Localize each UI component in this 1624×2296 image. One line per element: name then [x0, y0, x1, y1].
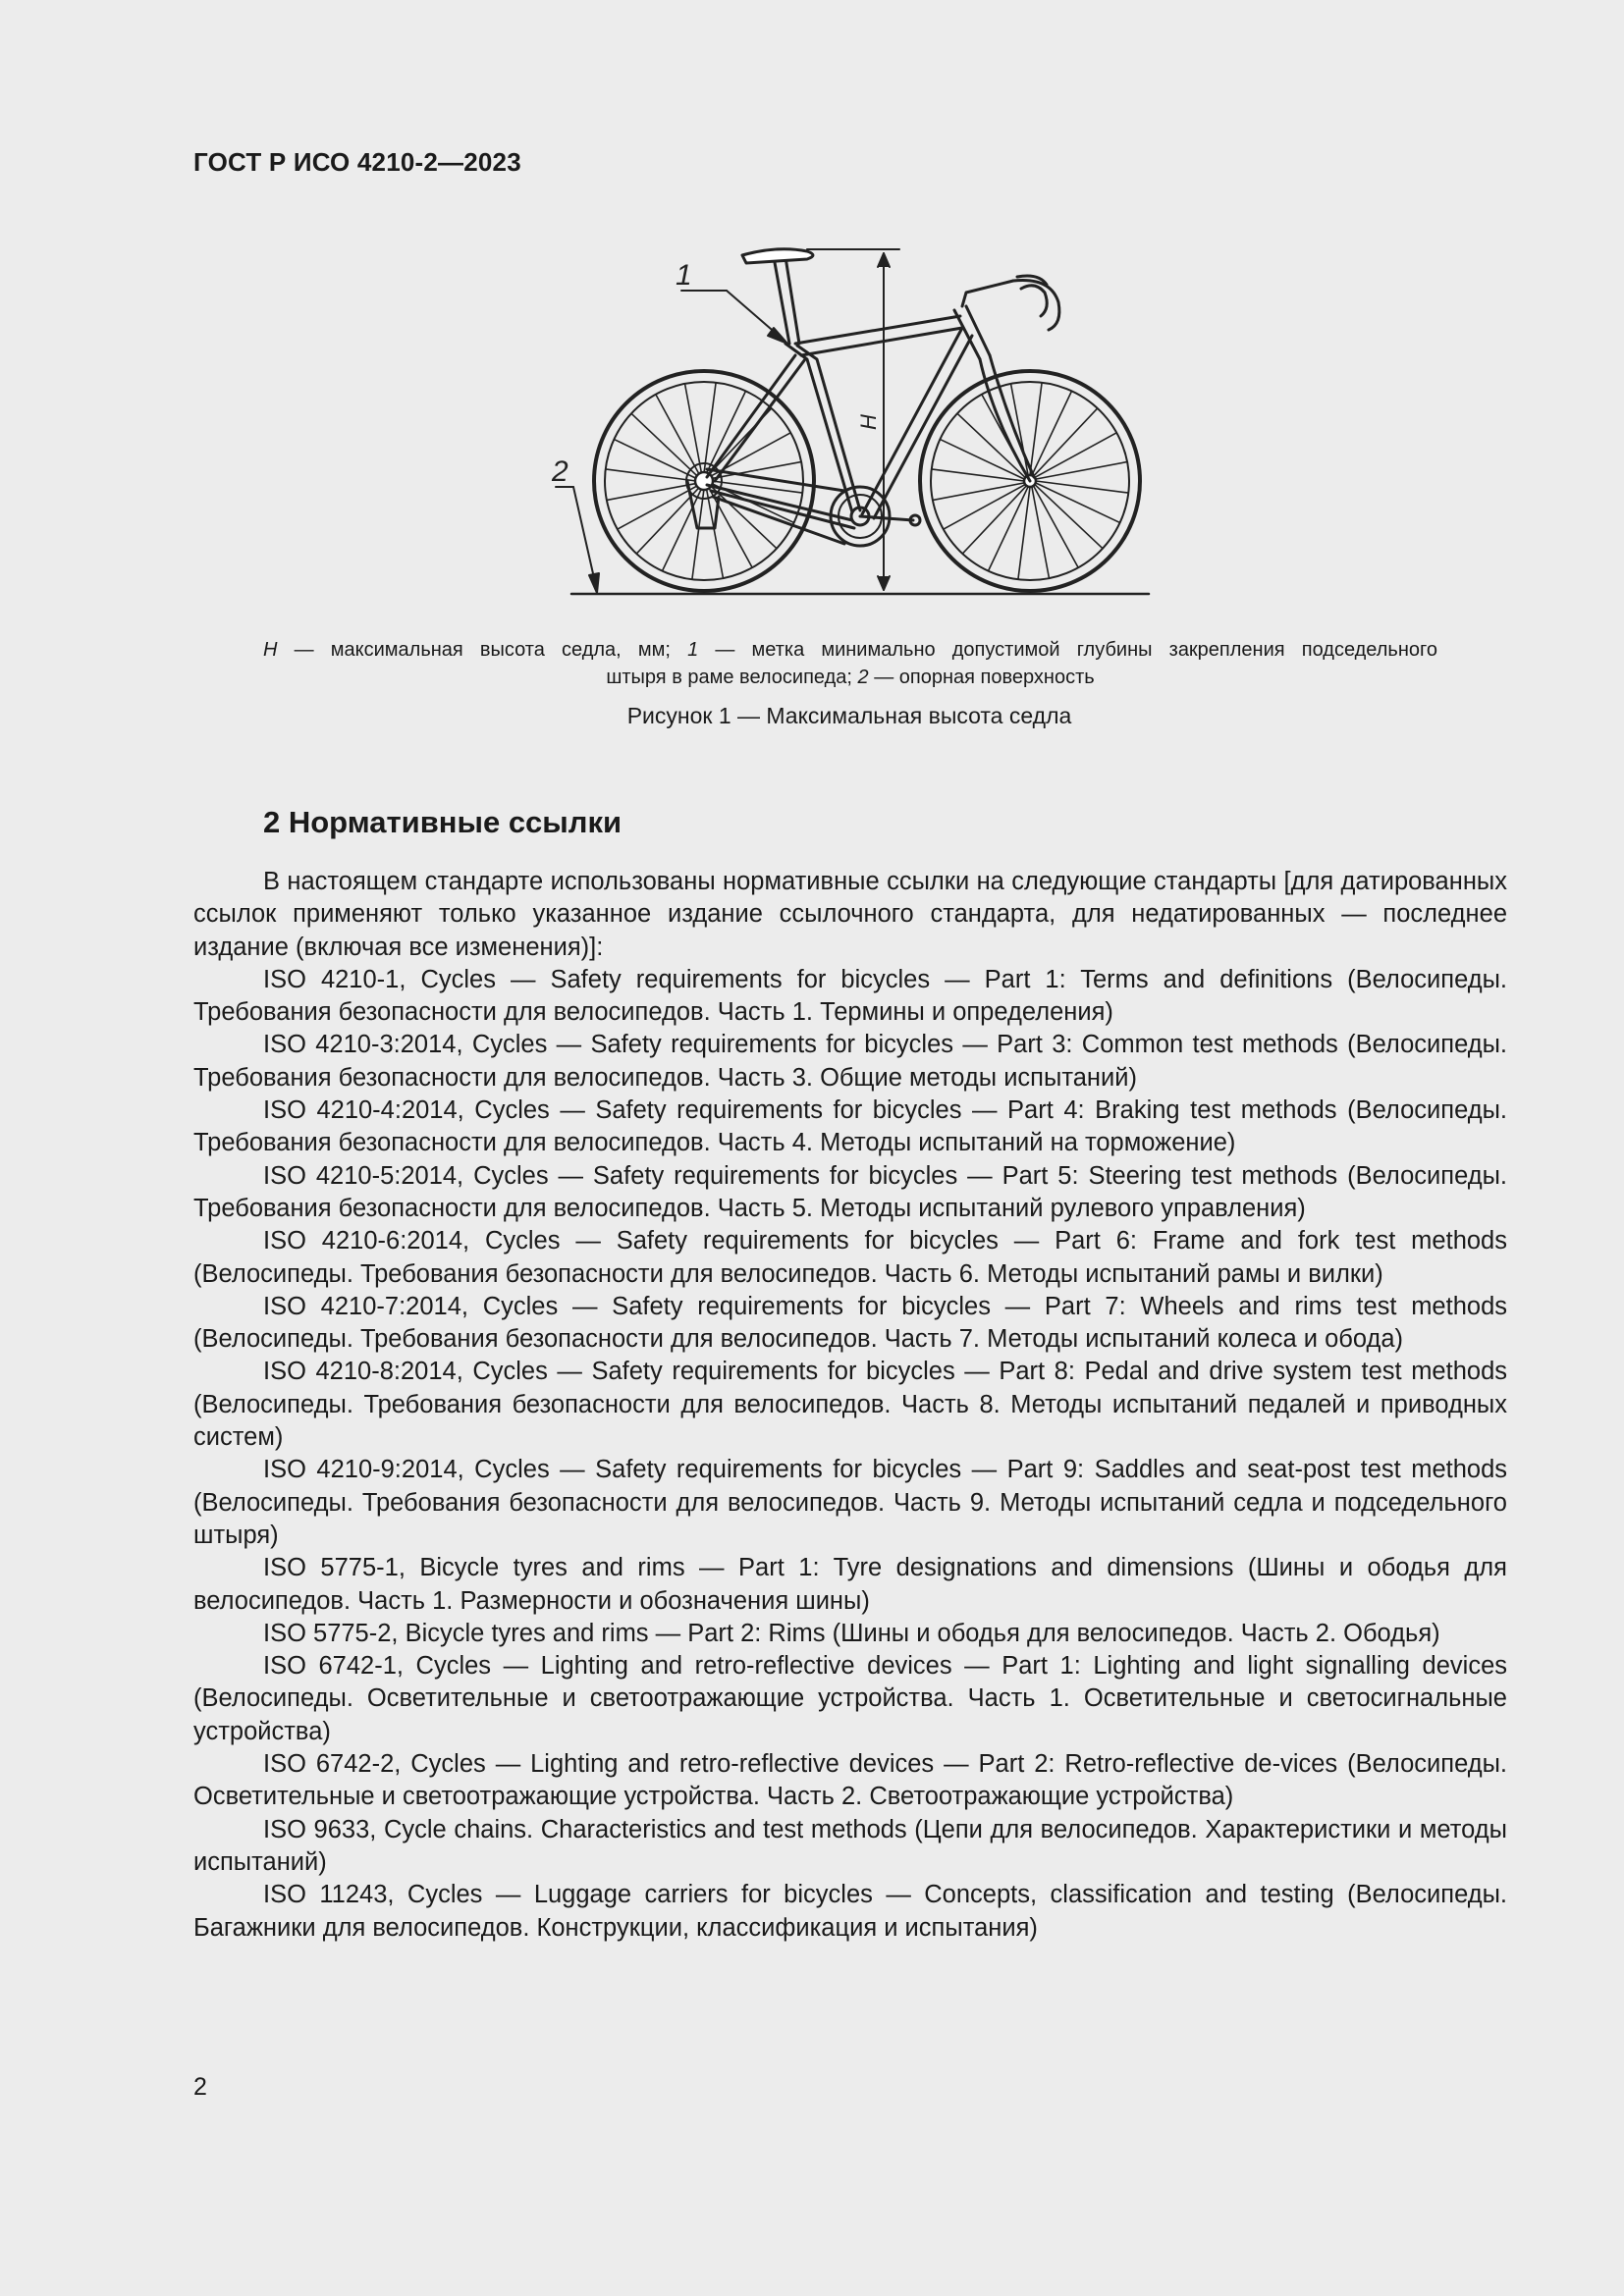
wheel-spoke	[704, 384, 716, 473]
wheel-spoke	[945, 485, 1026, 529]
paragraph: В настоящем стандарте использованы нормативные ссылки на следующие стандарты [для датированных ссылок применяют только указанное издание ссылочного стандарта, для недатированных — последнее издание (включая все изменения)]:	[193, 868, 1507, 961]
wheel-spoke	[1018, 487, 1030, 578]
reference-item: ISO 9633, Cycle chains. Characteristics and test methods (Цепи для велосипедов. Характеристики и методы испытаний)	[193, 1815, 1507, 1876]
wheel-spoke	[934, 483, 1024, 500]
figure-label-2: 2	[552, 455, 568, 488]
label-1-leader	[681, 291, 787, 344]
reference-item: ISO 6742-1, Cycles — Lighting and retro-reflective devices — Part 1: Lighting and light signalling devices (Велосипеды. Осветительные и светоотражающие устройства. Часть 1. Осветительные и светосигнальные устройства)	[193, 1652, 1507, 1745]
wheel-spoke	[933, 469, 1024, 481]
page-number: 2	[193, 2073, 207, 2101]
wheel-spoke	[958, 414, 1025, 478]
reference-item: ISO 4210-6:2014, Cycles — Safety requirements for bicycles — Part 6: Frame and fork test methods (Велосипеды. Требования безопасности для велосипедов. Часть 6. Методы испытаний рамы и вилки)	[193, 1227, 1507, 1288]
wheel-spoke	[1036, 481, 1127, 493]
section-title: 2 Нормативные ссылки	[263, 805, 623, 839]
reference-item: ISO 6742-2, Cycles — Lighting and retro-reflective devices — Part 2: Retro-reflective de-vices (Велосипеды. Осветительные и светоотражающие устройства. Часть 2. Светоотражающие устройства)	[193, 1750, 1507, 1811]
wheel-spoke	[1035, 485, 1102, 549]
wheel-spoke	[1036, 462, 1126, 479]
wheel-spoke	[1030, 384, 1042, 475]
bicycle-drawing	[550, 234, 1159, 602]
legend-1-text-cont: штыря в раме велосипеда;	[606, 667, 858, 688]
reference-item: ISO 4210-3:2014, Cycles — Safety requirements for bicycles — Part 3: Common test methods (Велосипеды. Требования безопасности для велосипедов. Часть 3. Общие методы испытаний)	[193, 1031, 1507, 1092]
wheel-spoke	[706, 489, 723, 578]
legend-2-symbol: 2	[857, 667, 869, 688]
wheel-spoke	[989, 487, 1028, 570]
bicycle-figure	[550, 234, 1159, 602]
label-2-leader	[556, 487, 599, 593]
wheel-spoke	[632, 414, 698, 476]
reference-item: ISO 5775-1, Bicycle tyres and rims — Part 1: Tyre designations and dimensions (Шины и ободья для велосипедов. Часть 1. Размерности и обозначения шины)	[193, 1554, 1507, 1615]
legend-h-symbol: H	[263, 639, 278, 661]
reference-item: ISO 4210-8:2014, Cycles — Safety requirements for bicycles — Part 8: Pedal and drive system test methods (Велосипеды. Требования безопасности для велосипедов. Часть 8. Методы испытаний педалей и приводных систем)	[193, 1358, 1507, 1452]
reference-item: ISO 4210-1, Cycles — Safety requirements for bicycles — Part 1: Terms and definitions (Велосипеды. Требования безопасности для велосипедов. Часть 1. Термины и определения)	[193, 965, 1507, 1027]
wheel-spoke	[1035, 433, 1116, 477]
legend-h-text: — максимальная высота седла, мм;	[277, 639, 688, 661]
document-id: ГОСТ Р ИСО 4210-2—2023	[193, 147, 521, 177]
wheel-spoke	[607, 469, 696, 481]
reference-item: ISO 4210-5:2014, Cycles — Safety requirements for bicycles — Part 5: Steering test methods (Велосипеды. Требования безопасности для велосипедов. Часть 5. Методы испытаний рулевого управления)	[193, 1161, 1507, 1222]
wheel-spoke	[1032, 487, 1049, 577]
figure-label-h: H	[856, 414, 881, 430]
legend-1-text: — метка минимально допустимой глубины закрепления подседельного	[698, 639, 1437, 661]
figure-label-1: 1	[676, 259, 692, 292]
reference-item: ISO 4210-7:2014, Cycles — Safety requirements for bicycles — Part 7: Wheels and rims test methods (Велосипеды. Требования безопасности для велосипедов. Часть 7. Методы испытаний колеса и обода)	[193, 1292, 1507, 1354]
wheel-spoke	[963, 486, 1027, 553]
reference-item: ISO 4210-4:2014, Cycles — Safety requirements for bicycles — Part 4: Braking test methods (Велосипеды. Требования безопасности для велосипедов. Часть 4. Методы испытаний на торможение)	[193, 1096, 1507, 1157]
wheel-spoke	[1032, 392, 1071, 475]
wheel-spoke	[608, 483, 697, 500]
wheel-spoke	[1034, 409, 1098, 476]
wheel-spoke	[685, 385, 702, 474]
figure-legend	[263, 636, 1437, 691]
normative-references	[193, 866, 1507, 1945]
reference-item: ISO 4210-9:2014, Cycles — Safety requirements for bicycles — Part 9: Saddles and seat-post test methods (Велосипеды. Требования безопасности для велосипедов. Часть 9. Методы испытаний седла и подседельного штыря)	[193, 1456, 1507, 1549]
wheel-spoke	[1034, 486, 1078, 567]
reference-item: ISO 5775-2, Bicycle tyres and rims — Part 2: Rims (Шины и ободья для велосипедов. Часть 2. Ободья)	[263, 1619, 1440, 1647]
figure-caption: Рисунок 1 — Максимальная высота седла	[626, 703, 1072, 728]
legend-1-symbol: 1	[687, 639, 699, 661]
legend-2-text: — опорная поверхность	[868, 667, 1095, 688]
wheel-spoke	[692, 489, 704, 578]
height-dimension	[807, 249, 899, 590]
reference-item: ISO 11243, Cycles — Luggage carriers for bicycles — Concepts, classification and testing (Велосипеды. Багажники для велосипедов. Конструкции, классификация и испытания)	[193, 1881, 1507, 1942]
wheel-spoke	[1036, 483, 1119, 522]
